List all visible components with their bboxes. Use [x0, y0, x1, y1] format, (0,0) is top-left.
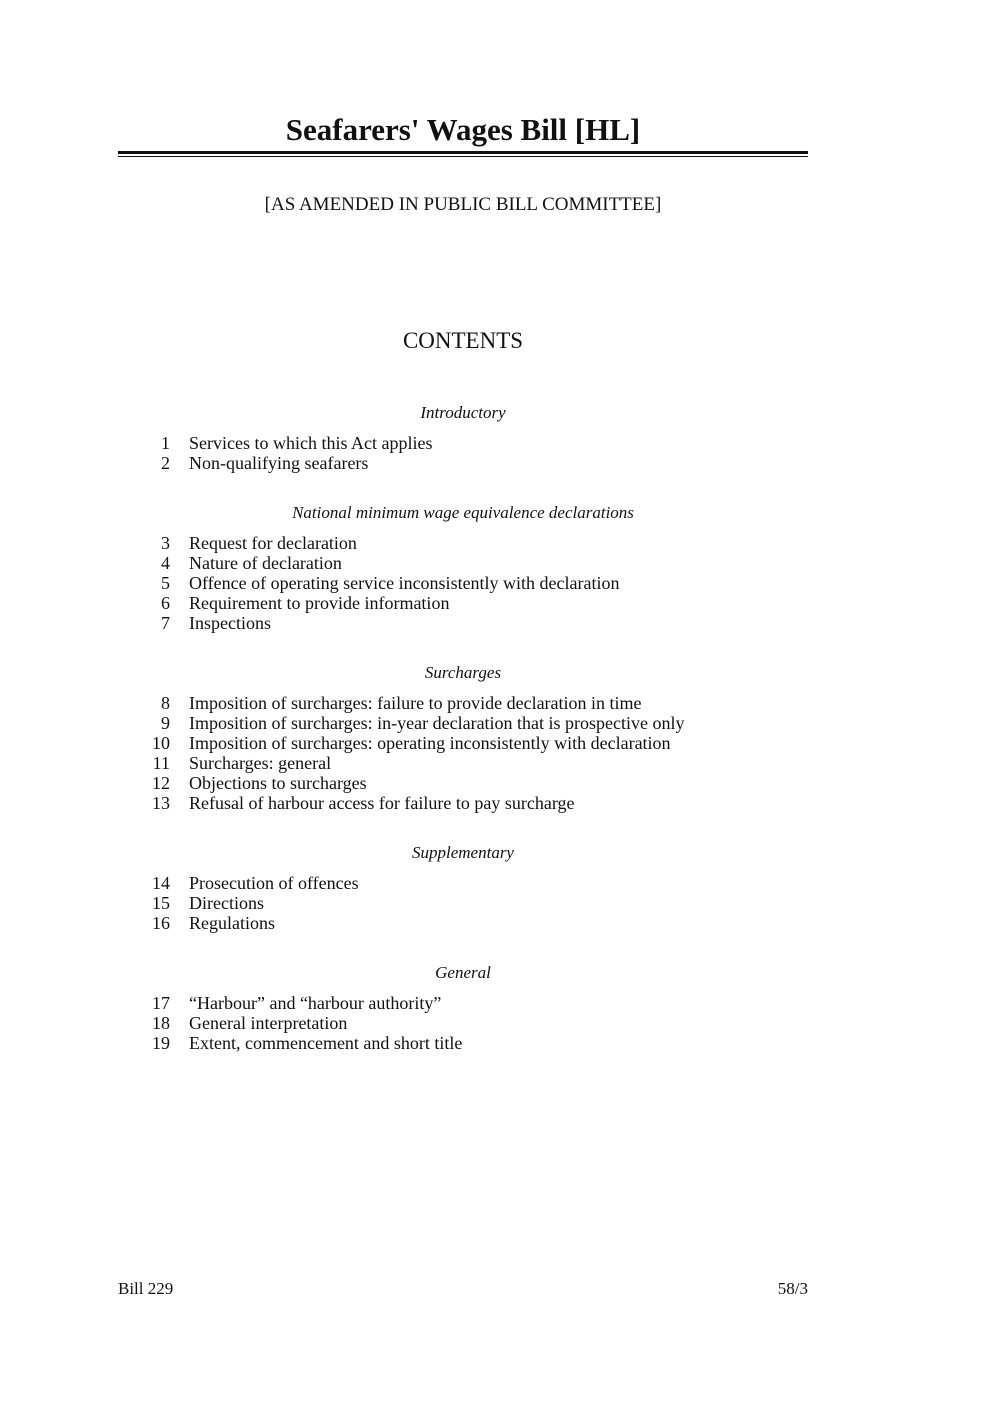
clause-title: Requirement to provide information [189, 593, 450, 613]
section-heading: National minimum wage equivalence declarations [292, 503, 634, 522]
toc-item [118, 913, 808, 933]
clause-number: 2 [161, 453, 170, 473]
clause-title: Imposition of surcharges: in-year declaration that is prospective only [189, 713, 685, 733]
toc-item [118, 433, 808, 453]
toc-item [118, 713, 808, 733]
clause-title: Refusal of harbour access for failure to pay surcharge [189, 793, 575, 813]
clause-number: 12 [152, 773, 170, 793]
clause-number: 18 [152, 1013, 170, 1033]
section-heading: Supplementary [412, 843, 514, 862]
clause-number: 15 [152, 893, 170, 913]
clause-title: Objections to surcharges [189, 773, 367, 793]
contents-heading: CONTENTS [402, 328, 524, 353]
clause-title: Surcharges: general [189, 753, 332, 773]
clause-number: 6 [161, 593, 170, 613]
toc-item [118, 1033, 808, 1053]
clause-title: Directions [189, 893, 264, 913]
clause-title: Extent, commencement and short title [189, 1033, 463, 1053]
clause-number: 14 [152, 873, 170, 893]
footer-reference: 58/3 [777, 1279, 808, 1298]
clause-title: Inspections [189, 613, 271, 633]
clause-title: Offence of operating service inconsistently with declaration [189, 573, 620, 593]
toc-item [118, 613, 808, 633]
toc-item [118, 693, 808, 713]
footer-bill-number: Bill 229 [118, 1279, 174, 1298]
clause-title: Regulations [189, 913, 275, 933]
toc-section [118, 843, 808, 933]
clause-title: Imposition of surcharges: failure to provide declaration in time [189, 693, 642, 713]
bill-title: Seafarers' Wages Bill [HL] [285, 112, 641, 147]
toc-item [118, 793, 808, 813]
toc-item [118, 533, 808, 553]
table-of-contents [118, 403, 808, 1083]
clause-title: Services to which this Act applies [189, 433, 433, 453]
clause-number: 3 [161, 533, 170, 553]
toc-item [118, 1013, 808, 1033]
toc-item [118, 553, 808, 573]
clause-number: 1 [161, 433, 170, 453]
toc-section [118, 503, 808, 633]
toc-item [118, 893, 808, 913]
clause-title: Request for declaration [189, 533, 357, 553]
clause-number: 11 [152, 753, 170, 773]
toc-item [118, 773, 808, 793]
toc-item [118, 453, 808, 473]
clause-number: 16 [152, 913, 170, 933]
section-heading: Introductory [420, 403, 506, 422]
toc-item [118, 753, 808, 773]
clause-title: Imposition of surcharges: operating inconsistently with declaration [189, 733, 671, 753]
toc-item [118, 993, 808, 1013]
clause-number: 19 [152, 1033, 170, 1053]
section-heading: General [435, 963, 491, 982]
title-rule-thin [118, 156, 808, 157]
toc-section [118, 963, 808, 1053]
clause-number: 10 [152, 733, 170, 753]
clause-title: Prosecution of offences [189, 873, 359, 893]
toc-item [118, 733, 808, 753]
toc-item [118, 593, 808, 613]
clause-title: Non-qualifying seafarers [189, 453, 369, 473]
clause-number: 9 [161, 713, 170, 733]
toc-section [118, 403, 808, 473]
toc-item [118, 573, 808, 593]
clause-number: 8 [161, 693, 170, 713]
clause-number: 7 [161, 613, 170, 633]
clause-title: “Harbour” and “harbour authority” [189, 993, 442, 1013]
clause-number: 17 [152, 993, 170, 1013]
section-heading: Surcharges [424, 663, 502, 682]
bill-subtitle: [AS AMENDED IN PUBLIC BILL COMMITTEE] [264, 194, 662, 215]
clause-title: General interpretation [189, 1013, 348, 1033]
toc-item [118, 873, 808, 893]
clause-number: 4 [161, 553, 170, 573]
clause-title: Nature of declaration [189, 553, 342, 573]
clause-number: 13 [152, 793, 170, 813]
clause-number: 5 [161, 573, 170, 593]
toc-section [118, 663, 808, 813]
title-rule-thick [118, 151, 808, 154]
